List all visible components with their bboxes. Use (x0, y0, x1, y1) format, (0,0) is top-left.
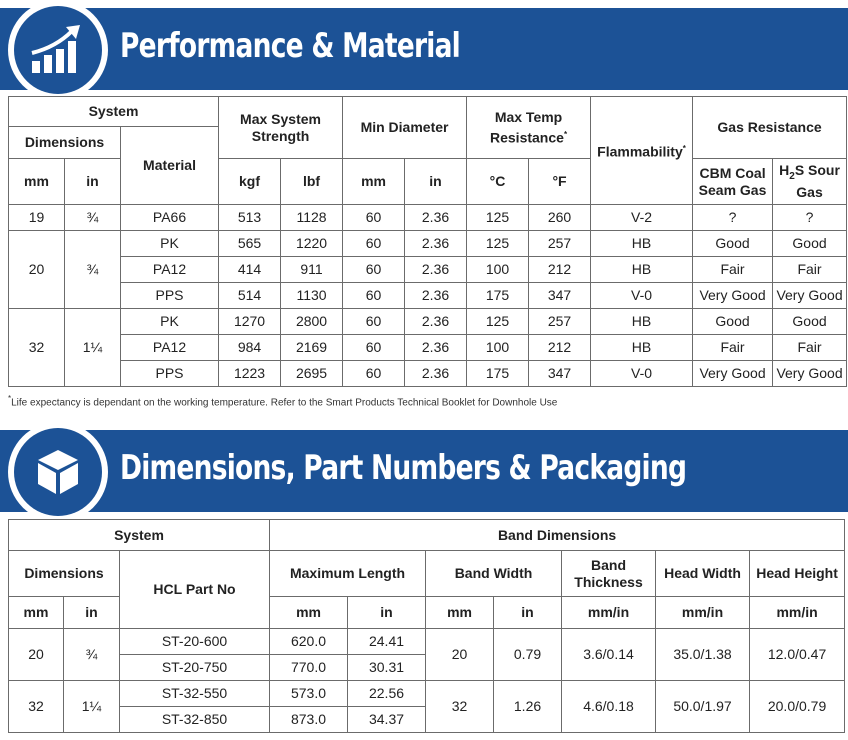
length-in: 22.56 (348, 681, 426, 707)
dimension-mm: 32 (9, 681, 64, 733)
head-height: 12.0/0.47 (750, 629, 845, 681)
cbm-resistance: ? (693, 205, 773, 231)
part-number: ST-32-850 (120, 707, 270, 733)
strength-lbf: 2169 (281, 335, 343, 361)
header-cbm: CBM Coal Seam Gas (693, 159, 773, 205)
h2s-resistance: Very Good (773, 361, 847, 387)
min-diameter-in: 2.36 (405, 205, 467, 231)
band-width-mm: 20 (426, 629, 494, 681)
temp-f: 260 (529, 205, 591, 231)
table-row (9, 257, 847, 283)
cbm-resistance: Good (693, 309, 773, 335)
dimension-mm: 19 (9, 205, 65, 231)
min-diameter-mm: 60 (343, 309, 405, 335)
header-lbf: lbf (281, 159, 343, 205)
header-fahrenheit: °F (529, 159, 591, 205)
header-flammability-mark: * (682, 144, 686, 154)
footnote-text: Life expectancy is dependant on the working temperature. Refer to the Smart Products Technical Booklet for Downhole Use (11, 397, 558, 409)
cbm-resistance: Good (693, 231, 773, 257)
temp-f: 257 (529, 309, 591, 335)
header-hcl-part-no: HCL Part No (120, 551, 270, 629)
min-diameter-in: 2.36 (405, 257, 467, 283)
part-number: ST-20-600 (120, 629, 270, 655)
part-number: ST-20-750 (120, 655, 270, 681)
header-max-temp-mark: * (563, 129, 568, 139)
cbm-resistance: Very Good (693, 283, 773, 309)
banner-icon-circle-2 (8, 422, 108, 522)
header-in: in (65, 159, 121, 205)
header-band-width: Band Width (426, 551, 562, 597)
h2s-resistance: ? (773, 205, 847, 231)
length-mm: 770.0 (270, 655, 348, 681)
temp-f: 347 (529, 283, 591, 309)
length-mm: 620.0 (270, 629, 348, 655)
header-max-temp (467, 97, 591, 159)
strength-lbf: 1220 (281, 231, 343, 257)
dimension-in: ¾ (65, 231, 121, 309)
footnote-mark: * (8, 394, 12, 403)
header-min-mm: mm (343, 159, 405, 205)
min-diameter-mm: 60 (343, 283, 405, 309)
h2s-resistance: Very Good (773, 283, 847, 309)
table-row (9, 335, 847, 361)
header-h2s (773, 159, 847, 205)
length-mm: 873.0 (270, 707, 348, 733)
material: PPS (121, 283, 219, 309)
header-kgf: kgf (219, 159, 281, 205)
flammability: V-2 (591, 205, 693, 231)
temp-f: 257 (529, 231, 591, 257)
min-diameter-mm: 60 (343, 361, 405, 387)
table-row (9, 283, 847, 309)
h2s-post: S Sour Gas (794, 161, 840, 201)
header-flammability-label: Flammability (597, 143, 683, 160)
band-width-in: 0.79 (494, 629, 562, 681)
flammability: HB (591, 257, 693, 283)
temp-f: 347 (529, 361, 591, 387)
dimensions-parts-table (8, 519, 845, 733)
dimension-in: ¾ (64, 629, 120, 681)
header-dim-in: in (64, 597, 120, 629)
length-in: 24.41 (348, 629, 426, 655)
page-title: Performance & Material (120, 26, 460, 66)
min-diameter-mm: 60 (343, 231, 405, 257)
header-len-in: in (348, 597, 426, 629)
strength-kgf: 565 (219, 231, 281, 257)
dimension-in: ¾ (65, 205, 121, 231)
header-min-in: in (405, 159, 467, 205)
header-dim-mm: mm (9, 597, 64, 629)
table-row (9, 681, 845, 707)
length-mm: 573.0 (270, 681, 348, 707)
footnote (8, 394, 557, 408)
material: PA66 (121, 205, 219, 231)
head-width: 50.0/1.97 (656, 681, 750, 733)
flammability: V-0 (591, 283, 693, 309)
header-bw-in: in (494, 597, 562, 629)
header-bw-mm: mm (426, 597, 494, 629)
temp-c: 175 (467, 361, 529, 387)
min-diameter-mm: 60 (343, 335, 405, 361)
header-mm: mm (9, 159, 65, 205)
band-thickness: 4.6/0.18 (562, 681, 656, 733)
box-icon (33, 446, 83, 498)
strength-lbf: 1130 (281, 283, 343, 309)
temp-c: 125 (467, 309, 529, 335)
temp-c: 100 (467, 335, 529, 361)
min-diameter-in: 2.36 (405, 283, 467, 309)
table-row (9, 629, 845, 655)
strength-lbf: 1128 (281, 205, 343, 231)
h2s-resistance: Good (773, 231, 847, 257)
flammability: HB (591, 231, 693, 257)
strength-kgf: 1270 (219, 309, 281, 335)
temp-c: 100 (467, 257, 529, 283)
header-thickness-unit: mm/in (562, 597, 656, 629)
h2s-resistance: Fair (773, 335, 847, 361)
header-min-diameter: Min Diameter (343, 97, 467, 159)
header-head-width-unit: mm/in (656, 597, 750, 629)
header-flammability (591, 97, 693, 205)
strength-lbf: 911 (281, 257, 343, 283)
min-diameter-in: 2.36 (405, 361, 467, 387)
material: PK (121, 309, 219, 335)
band-width-in: 1.26 (494, 681, 562, 733)
min-diameter-in: 2.36 (405, 335, 467, 361)
header-len-mm: mm (270, 597, 348, 629)
dimension-in: 1¼ (64, 681, 120, 733)
header-head-width: Head Width (656, 551, 750, 597)
h2s-pre: H (779, 161, 790, 178)
header-band-dimensions: Band Dimensions (270, 520, 845, 551)
material: PPS (121, 361, 219, 387)
cbm-resistance: Fair (693, 335, 773, 361)
temp-c: 175 (467, 283, 529, 309)
header-head-height-unit: mm/in (750, 597, 845, 629)
header-celsius: °C (467, 159, 529, 205)
table-row (9, 205, 847, 231)
header-gas-resistance: Gas Resistance (693, 97, 847, 159)
part-number: ST-32-550 (120, 681, 270, 707)
length-in: 30.31 (348, 655, 426, 681)
flammability: HB (591, 309, 693, 335)
header-dimensions: Dimensions (9, 127, 121, 159)
dimension-in: 1¼ (65, 309, 121, 387)
h2s-sub: 2 (789, 170, 795, 182)
length-in: 34.37 (348, 707, 426, 733)
table-row (9, 231, 847, 257)
table-row (9, 361, 847, 387)
performance-material-table (8, 96, 847, 387)
cbm-resistance: Fair (693, 257, 773, 283)
header-band-thickness: Band Thickness (562, 551, 656, 597)
banner-icon-circle (8, 0, 108, 100)
dimensions-banner (0, 422, 848, 502)
min-diameter-in: 2.36 (405, 309, 467, 335)
min-diameter-in: 2.36 (405, 231, 467, 257)
dimension-mm: 32 (9, 309, 65, 387)
flammability: V-0 (591, 361, 693, 387)
header-material: Material (121, 127, 219, 205)
growth-chart-icon (28, 23, 88, 77)
h2s-resistance: Good (773, 309, 847, 335)
strength-lbf: 2695 (281, 361, 343, 387)
material: PA12 (121, 257, 219, 283)
cbm-resistance: Very Good (693, 361, 773, 387)
head-width: 35.0/1.38 (656, 629, 750, 681)
header-head-height: Head Height (750, 551, 845, 597)
temp-f: 212 (529, 335, 591, 361)
band-width-mm: 32 (426, 681, 494, 733)
dimension-mm: 20 (9, 629, 64, 681)
header-max-temp-label: Max Temp Resistance (490, 108, 564, 146)
header-system-2: System (9, 520, 270, 551)
section-title-dimensions: Dimensions, Part Numbers & Packaging (120, 448, 687, 488)
strength-kgf: 514 (219, 283, 281, 309)
header-max-system-strength: Max System Strength (219, 97, 343, 159)
head-height: 20.0/0.79 (750, 681, 845, 733)
strength-kgf: 513 (219, 205, 281, 231)
flammability: HB (591, 335, 693, 361)
strength-kgf: 414 (219, 257, 281, 283)
strength-kgf: 1223 (219, 361, 281, 387)
temp-f: 212 (529, 257, 591, 283)
table-row (9, 309, 847, 335)
header-system: System (9, 97, 219, 127)
h2s-resistance: Fair (773, 257, 847, 283)
strength-kgf: 984 (219, 335, 281, 361)
temp-c: 125 (467, 205, 529, 231)
strength-lbf: 2800 (281, 309, 343, 335)
min-diameter-mm: 60 (343, 257, 405, 283)
material: PA12 (121, 335, 219, 361)
material: PK (121, 231, 219, 257)
min-diameter-mm: 60 (343, 205, 405, 231)
performance-banner (0, 0, 848, 80)
header-maximum-length: Maximum Length (270, 551, 426, 597)
band-thickness: 3.6/0.14 (562, 629, 656, 681)
dimension-mm: 20 (9, 231, 65, 309)
temp-c: 125 (467, 231, 529, 257)
header-dimensions-2: Dimensions (9, 551, 120, 597)
